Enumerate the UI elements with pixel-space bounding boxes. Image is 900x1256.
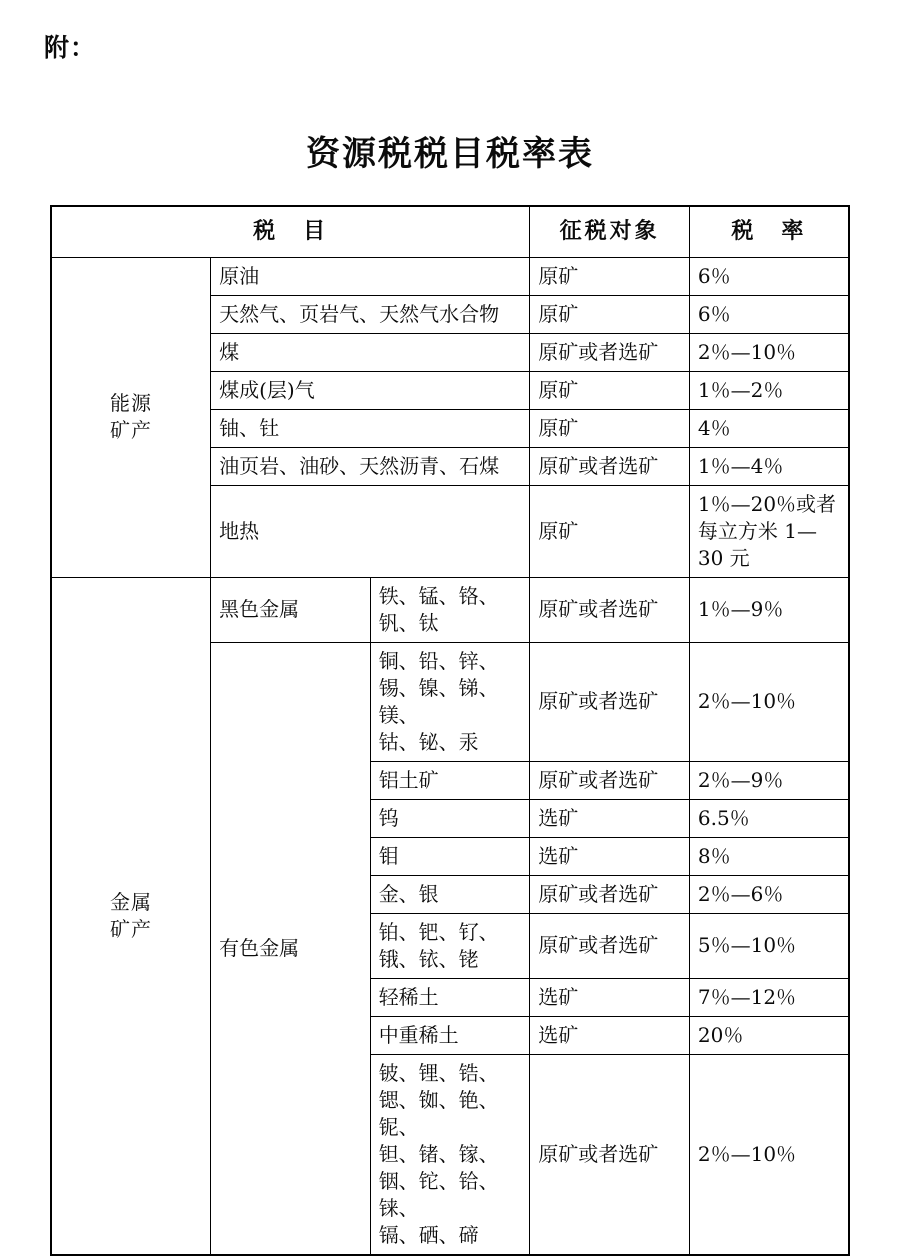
rate-cell: 2％—10％ [689,1054,849,1255]
object-cell: 原矿或者选矿 [530,1054,690,1255]
item-cell: 铀、钍 [211,409,530,447]
item-cell: 煤成(层)气 [211,371,530,409]
object-cell: 原矿或者选矿 [530,875,690,913]
item-cell: 地热 [211,485,530,577]
page-title: 资源税税目税率表 [306,134,594,174]
rate-cell [689,485,849,577]
rate-cell: 2％—10％ [689,333,849,371]
item-cell [370,642,530,761]
object-cell: 原矿或者选矿 [530,913,690,978]
group-label-line: 矿产 [110,916,153,941]
group-label-line: 金属 [110,889,153,914]
rate-cell: 6.5％ [689,799,849,837]
item-cell: 中重稀土 [370,1016,530,1054]
item-cell: 铂、钯、钌、锇、铱、铑 [370,913,530,978]
rate-cell: 20％ [689,1016,849,1054]
object-cell: 原矿 [530,409,690,447]
item-cell: 钼 [370,837,530,875]
object-cell: 原矿 [530,295,690,333]
tax-rate-table [50,205,850,1256]
object-cell: 原矿或者选矿 [530,333,690,371]
column-header-item: 税 目 [51,206,530,257]
rate-line: 1％—20％或者 [697,491,837,516]
rate-cell: 2％—6％ [689,875,849,913]
rate-cell: 2％—10％ [689,642,849,761]
table-header-row [51,206,849,257]
item-cell: 金、银 [370,875,530,913]
column-header-rate: 税 率 [689,206,849,257]
subgroup-label-cell: 有色金属 [211,642,371,1255]
column-header-object: 征税对象 [530,206,690,257]
tax-table-container [50,205,850,1256]
object-cell: 原矿或者选矿 [530,642,690,761]
group-label-cell [51,577,211,1255]
object-cell: 原矿 [530,485,690,577]
item-cell: 油页岩、油砂、天然沥青、石煤 [211,447,530,485]
group-label-cell [51,257,211,577]
item-line: 铍、锂、锆、锶、铷、铯、铌、 [378,1060,499,1139]
table-row [51,257,849,295]
attachment-label: 附： [44,33,97,62]
item-cell: 轻稀土 [370,978,530,1016]
group-label-line: 矿产 [110,418,153,443]
rate-cell: 8％ [689,837,849,875]
object-cell: 原矿或者选矿 [530,761,690,799]
object-cell: 原矿 [530,257,690,295]
object-cell: 原矿 [530,371,690,409]
item-line: 镉、硒、碲 [378,1222,479,1247]
table-header [51,206,849,257]
item-line: 铜、铅、锌、锡、镍、锑、镁、 [378,648,499,727]
rate-line: 30 元 [697,545,750,570]
object-cell: 选矿 [530,837,690,875]
object-cell: 原矿或者选矿 [530,577,690,642]
item-cell: 原油 [211,257,530,295]
rate-cell: 6％ [689,257,849,295]
rate-cell: 7％—12％ [689,978,849,1016]
table-body [51,257,849,1255]
item-cell: 天然气、页岩气、天然气水合物 [211,295,530,333]
item-cell [370,1054,530,1255]
rate-cell: 2％—9％ [689,761,849,799]
table-row [51,577,849,642]
rate-cell: 4％ [689,409,849,447]
rate-cell: 1％—9％ [689,577,849,642]
object-cell: 选矿 [530,978,690,1016]
item-cell: 铁、锰、铬、钒、钛 [370,577,530,642]
object-cell: 原矿或者选矿 [530,447,690,485]
rate-cell: 1％—2％ [689,371,849,409]
rate-cell: 1％—4％ [689,447,849,485]
item-cell: 铝土矿 [370,761,530,799]
group-label-line: 能源 [110,391,153,416]
object-cell: 选矿 [530,799,690,837]
item-cell: 煤 [211,333,530,371]
rate-cell: 6％ [689,295,849,333]
item-cell: 钨 [370,799,530,837]
item-line: 钽、锗、镓、铟、铊、铪、铼、 [378,1141,499,1220]
item-line: 钴、铋、汞 [378,729,479,754]
rate-cell: 5％—10％ [689,913,849,978]
rate-line: 每立方米 1— [697,518,817,543]
subgroup-label-cell: 黑色金属 [211,577,371,642]
object-cell: 选矿 [530,1016,690,1054]
